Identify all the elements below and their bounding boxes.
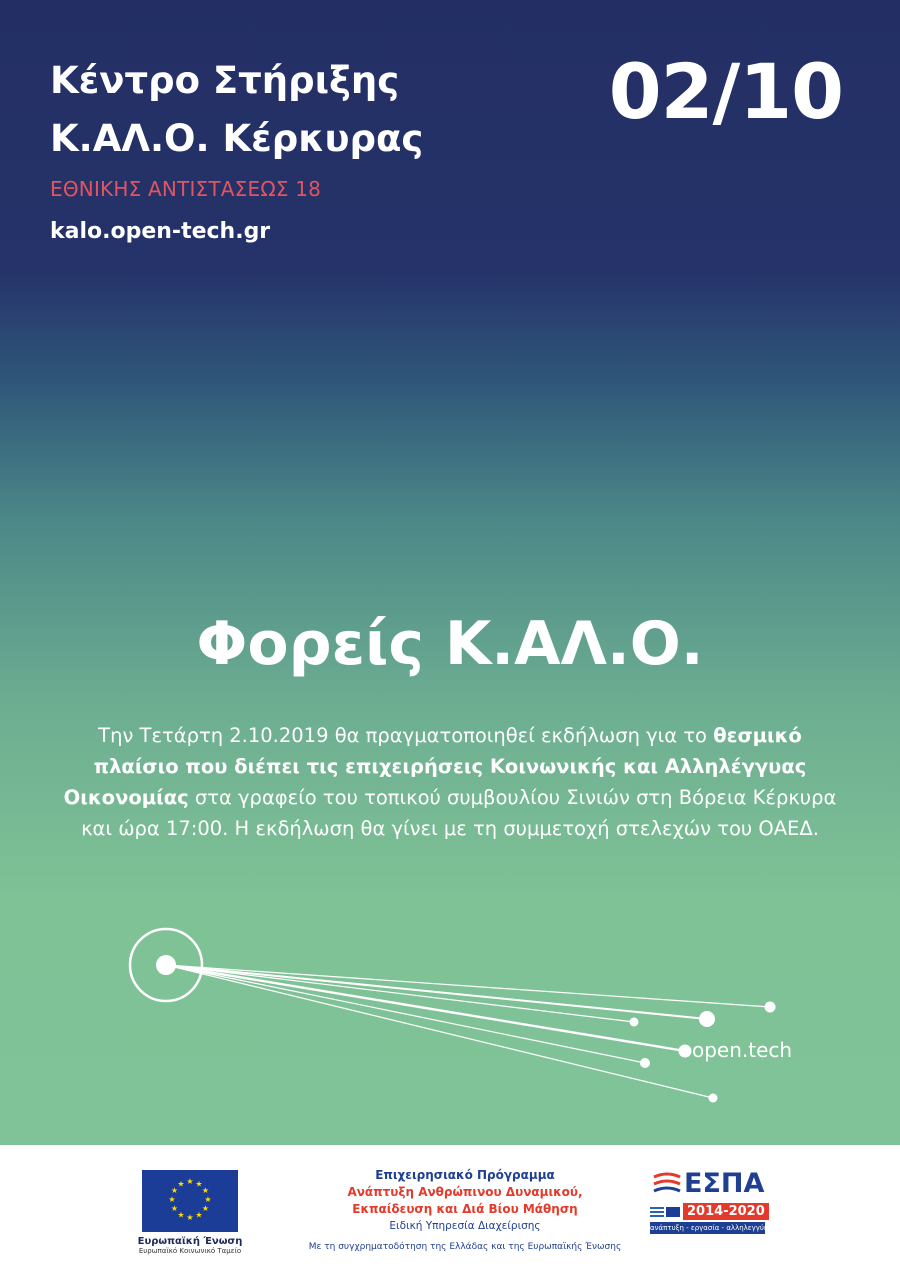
eu-name: Ευρωπαϊκή Ένωση bbox=[137, 1236, 243, 1247]
logo-text: open.tech bbox=[692, 1038, 793, 1062]
op-authority: Ειδική Υπηρεσία Διαχείρισης bbox=[389, 1220, 541, 1232]
op-line-2: Ανάπτυξη Ανθρώπινου Δυναμικού, bbox=[347, 1185, 583, 1199]
eu-flag-icon bbox=[142, 1170, 238, 1232]
espa-logo bbox=[650, 1167, 769, 1234]
espa-flags bbox=[650, 1207, 680, 1217]
svg-text:★: ★ bbox=[177, 1210, 185, 1220]
svg-text:★: ★ bbox=[177, 1179, 185, 1189]
organization-title-line-1: Κέντρο Στήριξης bbox=[50, 59, 400, 102]
svg-text:★: ★ bbox=[201, 1186, 210, 1195]
eu-logo bbox=[135, 1170, 245, 1255]
espa-header bbox=[650, 1167, 765, 1201]
website-link[interactable]: kalo.open-tech.gr bbox=[50, 219, 271, 244]
description-bold-text: θεσμικό πλαίσιο που διέπει τις επιχειρήσεις Κοινωνικής και Αλληλέγγυας Οικονομίας bbox=[63, 724, 807, 809]
svg-text:★: ★ bbox=[201, 1204, 210, 1213]
espa-stripes-icon bbox=[652, 1171, 682, 1197]
event-title: Φορείς Κ.ΑΛ.Ο. bbox=[196, 609, 704, 679]
espa-years: 2014-2020 bbox=[683, 1203, 769, 1220]
op-line-3: Εκπαίδευση και Διά Βίου Μάθηση bbox=[352, 1202, 578, 1216]
greek-flag-icon bbox=[650, 1207, 664, 1217]
espa-years-row bbox=[650, 1203, 765, 1220]
eu-fund: Ευρωπαϊκό Κοινωνικό Ταμείο bbox=[138, 1247, 242, 1255]
svg-text:★: ★ bbox=[204, 1195, 212, 1204]
description-text-1: Την Τετάρτη 2.10.2019 θα πραγματοποιηθεί εκδήλωση για το bbox=[98, 724, 714, 747]
description-text-2: στα γραφείο του τοπικού συμβουλίου Σινιών στη Βόρεια Κέρκυρα και ώρα 17:00. Η εκδήλωση θα γίνει με τη συμμετοχή στελεχών του ΟΑΕΔ. bbox=[81, 786, 837, 840]
address: ΕΘΝΙΚΗΣ ΑΝΤΙΣΤΑΣΕΩΣ 18 bbox=[50, 177, 322, 201]
svg-text:★: ★ bbox=[170, 1186, 179, 1195]
svg-text:★: ★ bbox=[186, 1177, 194, 1186]
espa-word: ΕΣΠΑ bbox=[684, 1168, 765, 1199]
svg-text:★: ★ bbox=[195, 1179, 203, 1189]
svg-text:★: ★ bbox=[186, 1213, 194, 1222]
eu-mini-flag-icon bbox=[666, 1207, 680, 1217]
op-title: Επιχειρησιακό Πρόγραμμα bbox=[375, 1168, 555, 1182]
operational-programme bbox=[290, 1167, 640, 1252]
event-date: 02/10 bbox=[608, 47, 843, 136]
footer bbox=[0, 1145, 900, 1274]
svg-text:★: ★ bbox=[168, 1195, 176, 1204]
organization-title-line-2: Κ.ΑΛ.Ο. Κέρκυρας bbox=[50, 117, 424, 160]
svg-text:★: ★ bbox=[170, 1204, 179, 1213]
svg-text:★: ★ bbox=[195, 1210, 203, 1220]
op-cofunding: Με τη συγχρηματοδότηση της Ελλάδας και της Ευρωπαϊκής Ένωσης bbox=[308, 1242, 622, 1252]
espa-tagline: ανάπτυξη - εργασία - αλληλεγγύη bbox=[650, 1224, 769, 1232]
